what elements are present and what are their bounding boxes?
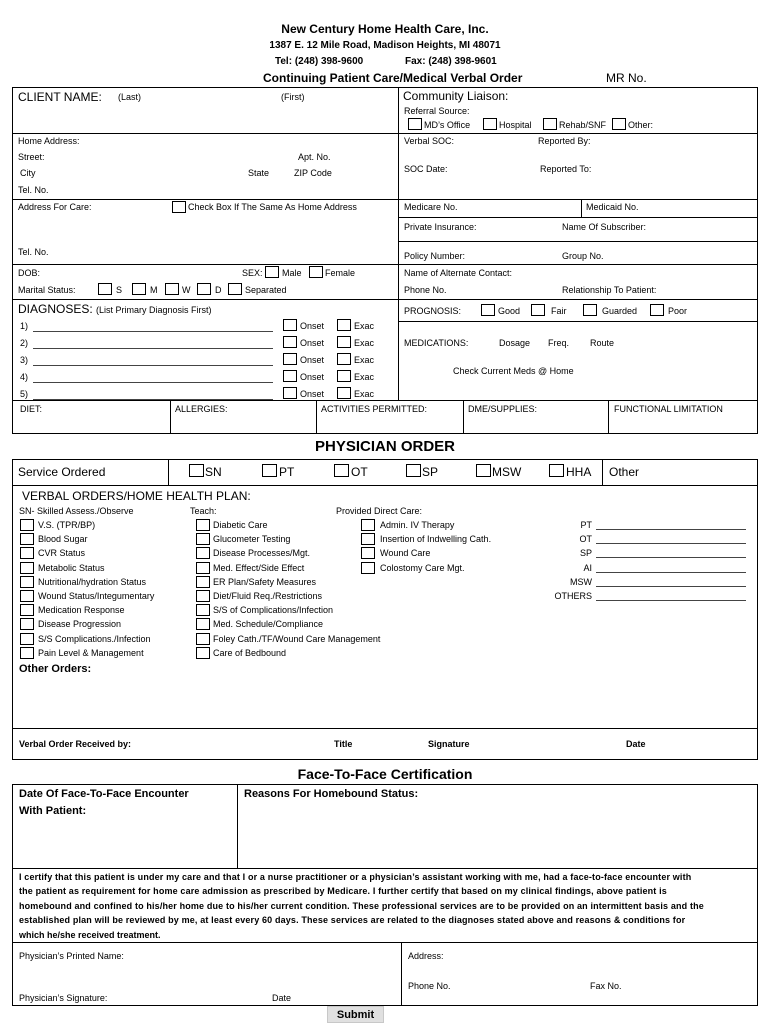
onset-label: Onset	[300, 338, 325, 348]
homebound-reasons-label: Reasons For Homebound Status:	[244, 788, 419, 800]
male-label: Male	[282, 268, 302, 278]
verbal-orders-title: VERBAL ORDERS/HOME HEALTH PLAN:	[22, 489, 251, 503]
prognosis-good-checkbox[interactable]	[481, 304, 495, 316]
physician-fax-label: Fax No.	[590, 981, 622, 991]
sp-label: SP	[422, 465, 439, 479]
diagnosis-input-line[interactable]	[33, 399, 273, 400]
male-checkbox[interactable]	[265, 266, 279, 278]
prognosis-poor-checkbox[interactable]	[650, 304, 664, 316]
functional-limitation-label: FUNCTIONAL LIMITATION	[614, 404, 723, 414]
community-liaison-label: Community Liaison:	[403, 89, 509, 103]
received-title-label: Title	[334, 739, 353, 749]
physician-phone-label: Phone No.	[408, 981, 451, 991]
observe-checkbox[interactable]	[20, 576, 34, 588]
diet-label: DIET:	[20, 404, 43, 414]
org-address: 1387 E. 12 Mile Road, Madison Heights, MI 48071	[269, 40, 501, 51]
private-insurance-label: Private Insurance:	[404, 222, 477, 232]
relationship-label: Relationship To Patient:	[562, 285, 657, 295]
teach-item-label: ER Plan/Safety Measures	[213, 576, 317, 587]
physician-address-label: Address:	[408, 951, 444, 961]
teach-item-label: S/S of Complications/Infection	[213, 605, 334, 616]
direct-care-item-label: Colostomy Care Mgt.	[380, 562, 465, 573]
marital-divorced-checkbox[interactable]	[197, 283, 211, 295]
discipline-label: SP	[579, 548, 592, 559]
teach-checkbox[interactable]	[196, 533, 210, 545]
marital-married-checkbox[interactable]	[132, 283, 146, 295]
physician-date-label: Date	[272, 993, 292, 1003]
prognosis-poor-label: Poor	[668, 306, 688, 316]
observe-checkbox[interactable]	[20, 533, 34, 545]
observe-checkbox[interactable]	[20, 519, 34, 531]
diagnosis-exac-checkbox[interactable]	[337, 353, 351, 365]
teach-checkbox[interactable]	[196, 547, 210, 559]
marital-married-label: M	[150, 285, 158, 295]
subscriber-label: Name Of Subscriber:	[562, 222, 647, 232]
rehab-checkbox[interactable]	[543, 118, 557, 130]
diagnosis-exac-checkbox[interactable]	[337, 387, 351, 399]
check-current-meds-label: Check Current Meds @ Home	[453, 366, 574, 376]
city-label: City	[20, 168, 36, 178]
apt-label: Apt. No.	[298, 152, 331, 162]
other-referral-label: Other:	[628, 120, 654, 130]
same-as-home-label: Check Box If The Same As Home Address	[188, 202, 357, 212]
onset-label: Onset	[300, 321, 325, 331]
org-fax: Fax: (248) 398-9601	[405, 56, 497, 67]
discipline-label: OTHERS	[554, 591, 592, 601]
observe-checkbox[interactable]	[20, 618, 34, 630]
f2f-date-label-2: With Patient:	[19, 805, 87, 817]
marital-separated-label: Separated	[245, 285, 287, 295]
mds-office-label: MD’s Office	[424, 120, 471, 130]
diagnoses-hint: (List Primary Diagnosis First)	[96, 305, 212, 315]
observe-item-label: Disease Progression	[38, 619, 122, 630]
exac-label: Exac	[354, 372, 375, 382]
observe-checkbox[interactable]	[20, 562, 34, 574]
observe-item-label: Metabolic Status	[38, 562, 105, 573]
teach-item-label: Foley Cath./TF/Wound Care Management	[213, 633, 381, 644]
teach-item-label: Disease Processes/Mgt.	[213, 548, 311, 559]
diagnosis-onset-checkbox[interactable]	[283, 387, 297, 399]
discipline-input-line[interactable]	[596, 586, 746, 587]
diagnosis-onset-checkbox[interactable]	[283, 370, 297, 382]
diagnosis-onset-checkbox[interactable]	[283, 336, 297, 348]
observe-checkbox[interactable]	[20, 547, 34, 559]
teach-checkbox[interactable]	[196, 519, 210, 531]
prognosis-good-label: Good	[498, 306, 521, 316]
submit-button[interactable]: Submit	[327, 1006, 384, 1023]
diagnoses-title: DIAGNOSES: (List Primary Diagnosis First)	[18, 302, 212, 316]
exac-label: Exac	[354, 321, 375, 331]
policy-label: Policy Number:	[404, 251, 466, 261]
observe-item-label: Pain Level & Management	[38, 647, 144, 658]
marital-single-checkbox[interactable]	[98, 283, 112, 295]
direct-care-item-label: Admin. IV Therapy	[380, 520, 455, 530]
discipline-input-line[interactable]	[596, 529, 746, 530]
mds-office-checkbox[interactable]	[408, 118, 422, 130]
certification-text-line: established plan will be reviewed by me, at least every 60 days. These services are related to the diagnoses stated above and reasons & conditions for	[19, 915, 686, 926]
other-orders-label: Other Orders:	[19, 663, 92, 675]
teach-item-label: Diet/Fluid Req./Restrictions	[213, 591, 323, 601]
discipline-input-line[interactable]	[596, 572, 746, 573]
allergies-label: ALLERGIES:	[175, 404, 228, 414]
marital-status-label: Marital Status:	[18, 285, 76, 295]
diagnosis-exac-checkbox[interactable]	[337, 336, 351, 348]
verbal-soc-label: Verbal SOC:	[404, 136, 455, 146]
activities-label: ACTIVITIES PERMITTED:	[321, 404, 428, 414]
prognosis-fair-checkbox[interactable]	[531, 304, 545, 316]
teach-item-label: Med. Schedule/Compliance	[213, 619, 324, 630]
reported-to-label: Reported To:	[540, 164, 592, 174]
prognosis-guarded-checkbox[interactable]	[583, 304, 597, 316]
teach-item-label: Med. Effect/Side Effect	[213, 562, 305, 573]
sn-assess-heading: SN- Skilled Assess./Observe	[19, 506, 134, 516]
soc-date-label: SOC Date:	[404, 164, 448, 174]
observe-item-label: CVR Status	[38, 548, 86, 559]
ot-label: OT	[351, 465, 368, 479]
direct-care-checkbox[interactable]	[361, 519, 375, 531]
observe-checkbox[interactable]	[20, 633, 34, 645]
teach-checkbox[interactable]	[196, 562, 210, 574]
referral-source-label: Referral Source:	[404, 106, 470, 116]
diagnosis-number: 4)	[20, 372, 29, 382]
female-label: Female	[325, 268, 356, 278]
tel-label: Tel. No.	[18, 185, 49, 195]
onset-label: Onset	[300, 372, 325, 382]
teach-checkbox[interactable]	[196, 590, 210, 602]
client-name-label: CLIENT NAME:	[18, 90, 102, 104]
group-label: Group No.	[562, 251, 604, 261]
org-name: New Century Home Health Care, Inc.	[281, 22, 489, 36]
marital-single-label: S	[116, 285, 123, 295]
org-tel: Tel: (248) 398-9600	[275, 56, 364, 67]
hha-label: HHA	[566, 465, 592, 479]
observe-checkbox[interactable]	[20, 604, 34, 616]
direct-care-heading: Provided Direct Care:	[336, 506, 423, 516]
prognosis-guarded-label: Guarded	[602, 306, 638, 316]
diagnosis-onset-checkbox[interactable]	[283, 353, 297, 365]
zip-label: ZIP Code	[294, 168, 332, 178]
ot-checkbox[interactable]	[334, 464, 349, 477]
diagnosis-exac-checkbox[interactable]	[337, 370, 351, 382]
observe-item-label: V.S. (TPR/BP)	[38, 520, 96, 530]
certification-text-line: I certify that this patient is under my care and that I or a nurse practitioner or a physician’s assistant working with me, had a face-to-face encounter with	[19, 872, 692, 882]
discipline-label: OT	[579, 534, 592, 545]
sex-label: SEX:	[242, 268, 263, 278]
medicare-label: Medicare No.	[404, 202, 458, 212]
received-signature-label: Signature	[428, 739, 470, 749]
discipline-input-line[interactable]	[596, 600, 746, 601]
diagnosis-exac-checkbox[interactable]	[337, 319, 351, 331]
street-label: Street:	[18, 152, 45, 162]
dme-label: DME/SUPPLIES:	[468, 404, 538, 414]
f2f-date-label: Date Of Face-To-Face Encounter	[19, 788, 189, 800]
sn-label: SN	[205, 465, 222, 479]
phone-label: Phone No.	[404, 285, 447, 295]
other-referral-checkbox[interactable]	[612, 118, 626, 130]
observe-item-label: S/S Complications./Infection	[38, 633, 151, 644]
hospital-checkbox[interactable]	[483, 118, 497, 130]
marital-separated-checkbox[interactable]	[228, 283, 242, 295]
hha-checkbox[interactable]	[549, 464, 564, 477]
route-label: Route	[590, 338, 615, 348]
observe-item-label: Nutritional/hydration Status	[38, 576, 147, 587]
diagnosis-number: 3)	[20, 355, 29, 365]
msw-label: MSW	[492, 465, 522, 479]
medicaid-label: Medicaid No.	[586, 202, 639, 212]
observe-checkbox[interactable]	[20, 590, 34, 602]
freq-label: Freq.	[548, 338, 570, 348]
diagnosis-input-line[interactable]	[33, 331, 273, 332]
teach-checkbox[interactable]	[196, 633, 210, 645]
discipline-input-line[interactable]	[596, 557, 746, 558]
teach-heading: Teach:	[190, 506, 217, 516]
observe-item-label: Medication Response	[38, 605, 125, 616]
medications-label: MEDICATIONS:	[404, 338, 469, 348]
pt-checkbox[interactable]	[262, 464, 277, 477]
hospital-label: Hospital	[499, 120, 532, 130]
last-name-hint: (Last)	[118, 92, 142, 102]
same-as-home-checkbox[interactable]	[172, 201, 186, 213]
mr-number-label: MR No.	[606, 71, 647, 85]
exac-label: Exac	[354, 355, 375, 365]
direct-care-checkbox[interactable]	[361, 547, 375, 559]
form-title: Continuing Patient Care/Medical Verbal Order	[263, 71, 523, 85]
certification-text-line: which he/she received treatment.	[19, 929, 161, 940]
diagnosis-number: 2)	[20, 338, 29, 348]
marital-divorced-label: D	[215, 285, 222, 295]
msw-checkbox[interactable]	[476, 464, 491, 477]
observe-checkbox[interactable]	[20, 647, 34, 659]
dob-label: DOB:	[18, 268, 41, 278]
direct-care-item-label: Insertion of Indwelling Cath.	[380, 534, 492, 545]
discipline-input-line[interactable]	[596, 543, 746, 544]
reported-by-label: Reported By:	[538, 136, 591, 146]
discipline-label: MSW	[570, 576, 592, 587]
diagnosis-input-line[interactable]	[33, 382, 273, 383]
rehab-label: Rehab/SNF	[559, 120, 607, 130]
state-label: State	[248, 168, 270, 178]
teach-checkbox[interactable]	[196, 576, 210, 588]
received-date-label: Date	[626, 739, 646, 749]
teach-item-label: Care of Bedbound	[213, 647, 287, 658]
discipline-label: AI	[583, 562, 592, 573]
dosage-label: Dosage	[499, 338, 531, 348]
prognosis-label: PROGNOSIS:	[404, 306, 462, 316]
physician-signature-label: Physician’s Signature:	[19, 993, 108, 1003]
exac-label: Exac	[354, 389, 375, 399]
teach-checkbox[interactable]	[196, 604, 210, 616]
diagnosis-input-line[interactable]	[33, 348, 273, 349]
physician-printed-name-label: Physician’s Printed Name:	[19, 951, 124, 961]
teach-checkbox[interactable]	[196, 647, 210, 659]
teach-item-label: Glucometer Testing	[213, 534, 291, 545]
direct-care-checkbox[interactable]	[361, 533, 375, 545]
marital-widowed-checkbox[interactable]	[165, 283, 179, 295]
diagnosis-number: 5)	[20, 389, 29, 399]
direct-care-item-label: Wound Care	[380, 548, 431, 559]
onset-label: Onset	[300, 389, 325, 399]
diagnosis-number: 1)	[20, 321, 29, 331]
onset-label: Onset	[300, 355, 325, 365]
first-name-hint: (First)	[281, 92, 305, 102]
certification-text-line: the patient as requirement for home care admission as prescribed by Medicare. I further certify that based on my clinical findings, above patient is	[19, 886, 667, 897]
care-tel-label: Tel. No.	[18, 247, 49, 257]
physician-order-title: PHYSICIAN ORDER	[314, 438, 456, 455]
prognosis-fair-label: Fair	[551, 306, 567, 316]
received-by-label: Verbal Order Received by:	[19, 739, 132, 749]
address-for-care-label: Address For Care:	[18, 202, 92, 212]
home-address-label: Home Address:	[18, 136, 80, 146]
pt-label: PT	[279, 465, 295, 479]
teach-item-label: Diabetic Care	[213, 520, 268, 530]
observe-item-label: Blood Sugar	[38, 534, 88, 545]
marital-widowed-label: W	[182, 285, 191, 295]
observe-item-label: Wound Status/Integumentary	[38, 591, 155, 601]
certification-text-line: homebound and confined to his/her home due to his/her current condition. These professional services are to be provided on an intermittent basis and the	[19, 900, 704, 911]
female-checkbox[interactable]	[309, 266, 323, 278]
alternate-contact-label: Name of Alternate Contact:	[404, 268, 513, 278]
sp-checkbox[interactable]	[406, 464, 421, 477]
teach-checkbox[interactable]	[196, 618, 210, 630]
sn-checkbox[interactable]	[189, 464, 204, 477]
diagnosis-onset-checkbox[interactable]	[283, 319, 297, 331]
exac-label: Exac	[354, 338, 375, 348]
discipline-label: PT	[580, 520, 592, 530]
other-service-label: Other	[609, 465, 640, 479]
service-ordered-label: Service Ordered	[18, 465, 106, 479]
f2f-title: Face-To-Face Certification	[297, 766, 473, 782]
direct-care-checkbox[interactable]	[361, 562, 375, 574]
diagnosis-input-line[interactable]	[33, 365, 273, 366]
